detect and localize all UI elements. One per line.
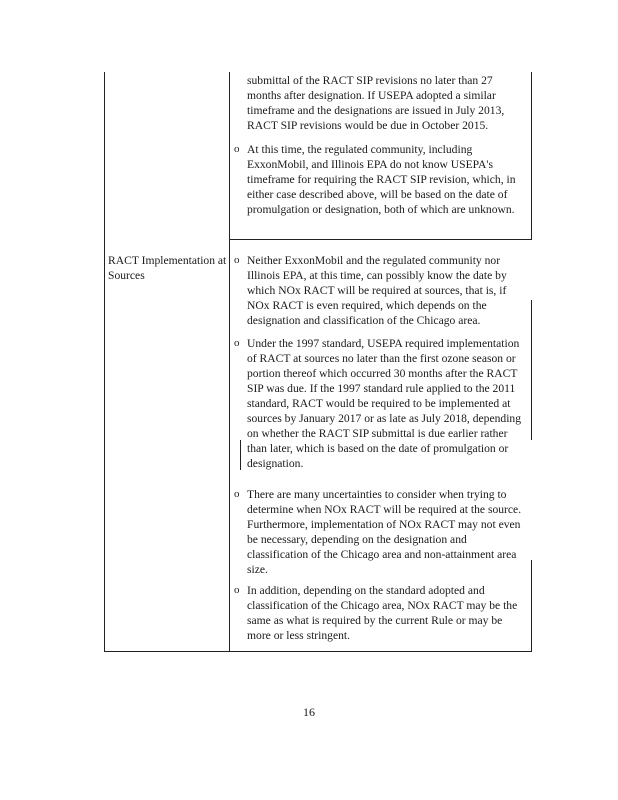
list-item-text: Under the 1997 standard, USEPA required implementation of RACT at sources no later than the first ozone season or portion thereof which occurred 30 months after the RACT SIP was due. If the 1997 standard rule applied to the 2011 standard, RACT would be required to be implemented at sources by January 2017 or as late as July 2018, depending on whether the RACT SIP submittal is due earlier rather than later, which is based on the date of promulgation or designation.	[247, 337, 522, 470]
table-right-border-upper	[531, 72, 532, 240]
list-item	[234, 142, 524, 217]
list-item	[234, 583, 524, 643]
list-item	[234, 487, 524, 577]
table-right-border-mid	[531, 300, 532, 440]
table-column-divider	[229, 72, 230, 652]
page-number: 16	[303, 705, 315, 719]
list-item-text: At this time, the regulated community, including ExxonMobil, and Illinois EPA do not know USEPA's timeframe for requiring the RACT SIP revision, which, in either case described above, will be based on the date of promulgation or designation, both of which are unknown.	[247, 143, 516, 216]
table-cell-text: submittal of the RACT SIP revisions no later than 27 months after designation. If USEPA adopted a similar timeframe and the designations are issued in July 2013, RACT SIP revisions would be due in October 2015.	[247, 74, 505, 132]
bullet-icon: o	[234, 254, 240, 266]
list-item	[234, 336, 524, 471]
row-label: RACT Implementation at Sources	[108, 254, 227, 282]
table-left-border	[104, 72, 105, 652]
bullet-icon: o	[234, 488, 240, 500]
bullet-icon: o	[234, 584, 240, 596]
list-item-text: Neither ExxonMobil and the regulated community nor Illinois EPA, at this time, can possibly know the date by which NOx RACT will be required at sources, that is, if NOx RACT is even required, which depends on the designation and classification of the Chicago area.	[247, 254, 507, 327]
table-row-divider	[229, 239, 531, 240]
table-right-border-lower	[531, 560, 532, 652]
table-bottom-border	[104, 651, 531, 652]
list-item	[234, 253, 524, 328]
list-item-text: In addition, depending on the standard adopted and classification of the Chicago area, NOx RACT may be the same as what is required by the current Rule or may be more or less stringent.	[247, 584, 518, 642]
list-item-text: There are many uncertainties to consider when trying to determine when NOx RACT will be required at the source. Furthermore, implementation of NOx RACT may not even be necessary, depending on the designation and classification of the Chicago area and non-attainment area size.	[247, 488, 522, 576]
bullet-icon: o	[234, 143, 240, 155]
bullet-icon: o	[234, 337, 240, 349]
